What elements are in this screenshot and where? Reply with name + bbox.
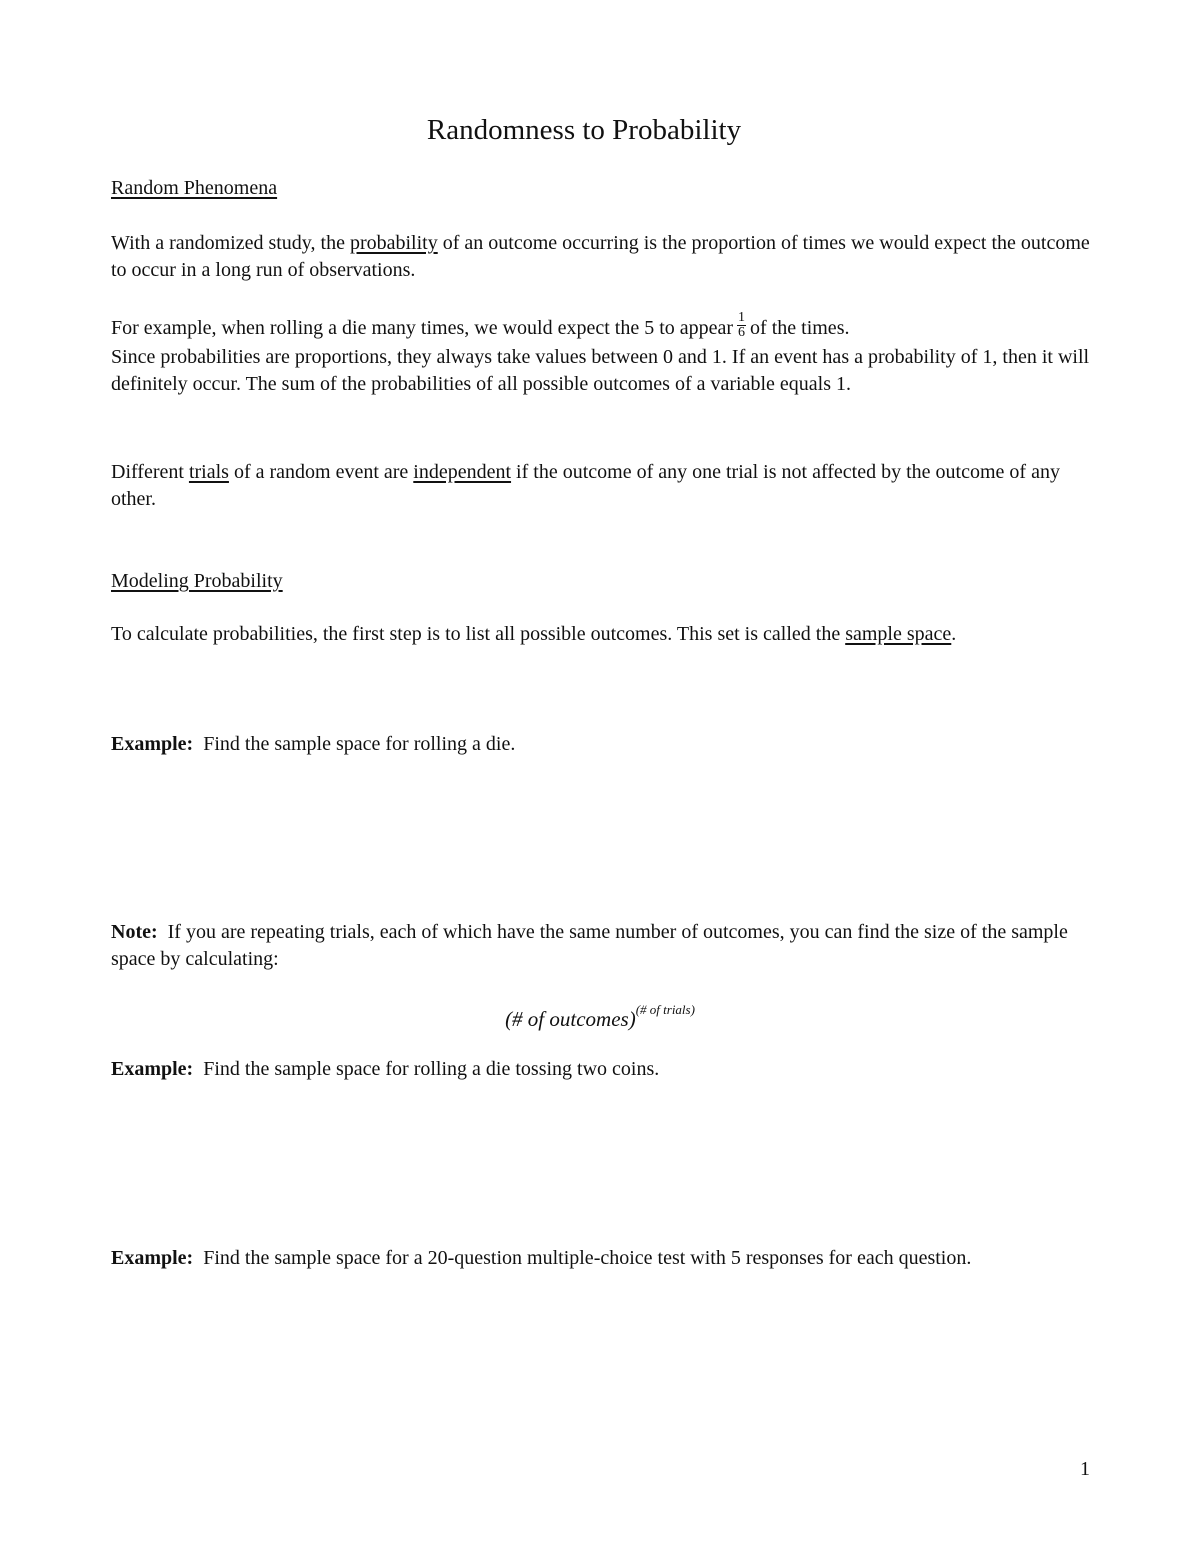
example-label: Example: [111,1058,194,1080]
term-probability: probability [349,232,438,254]
paragraph-probability-definition [111,230,1091,284]
text: of a random event are [228,461,414,483]
text: If you are repeating trials, each of which have the same number of outcomes, you can find the size of the sample space by calculating: [111,921,1073,970]
page-number: 1 [1080,1458,1090,1480]
example-label: Example: [111,733,194,755]
text: Since probabilities are proportions, they always take values between 0 and 1. If an event has a probability of 1, then it will definitely occur. The sum of the probabilities of all possible outcomes of a variable equals 1. [111,346,1090,395]
text: Different [111,461,189,483]
paragraph-sample-space [111,621,1091,648]
example-die-two-coins [111,1056,1091,1083]
text: of the times. [750,317,850,340]
paragraph-die-example [111,310,1091,398]
text: For example, when rolling a die many times, we would expect the 5 to appear [111,317,734,340]
example-multiple-choice-test [111,1245,1091,1272]
example-label: Example: [111,1247,194,1269]
text: of an outcome occurring is the proportion of times we would expect the outcome to occur in a long run of observations. [111,232,1090,281]
text: . [951,623,957,645]
text: Find the sample space for rolling a die tossing two coins. [193,1058,660,1080]
formula-exponent: (# of trials) [635,1002,695,1017]
page-title: Randomness to Probability [426,114,742,146]
text: To calculate probabilities, the first step is to list all possible outcomes. This set is called the [111,623,846,645]
text: With a randomized study, the [111,232,350,254]
term-sample-space: sample space [845,623,952,645]
example-rolling-die [111,731,1091,758]
term-trials: trials [188,461,229,483]
fraction-denominator: 6 [738,325,746,340]
section-heading-random-phenomena: Random Phenomena [111,177,278,199]
formula-base: (# of outcomes) [505,1007,636,1031]
section-heading-modeling-probability: Modeling Probability [111,570,283,592]
note-sample-space-size [111,919,1091,973]
text: Find the sample space for a 20-question multiple-choice test with 5 responses for each question. [193,1247,972,1269]
text: Find the sample space for rolling a die. [193,733,516,755]
fraction-numerator: 1 [738,310,746,325]
note-label: Note: [111,921,158,943]
fraction-one-sixth [737,311,746,340]
term-independent: independent [413,461,512,483]
formula-sample-space-size [0,997,1200,1036]
text: if the outcome of any one trial is not affected by the outcome of any other. [111,461,1060,510]
paragraph-independence [111,459,1091,513]
